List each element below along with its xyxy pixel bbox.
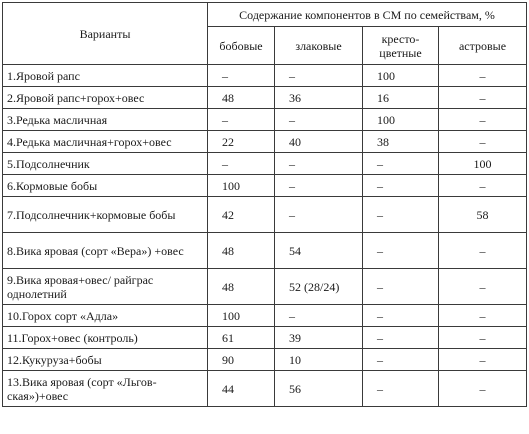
- cereals-value: –: [275, 153, 363, 175]
- legumes-value: 100: [208, 305, 275, 327]
- legumes-value: –: [208, 65, 275, 87]
- cereals-value: –: [275, 109, 363, 131]
- table-row: [3, 233, 527, 269]
- table-row: [3, 175, 527, 197]
- composition-group-header: Содержание компонентов в СМ по семействам, %: [208, 3, 527, 27]
- variant-name: 1.Яровой рапс: [3, 65, 208, 87]
- table-body: [3, 65, 527, 407]
- table-row: [3, 65, 527, 87]
- asteraceae-value: 58: [439, 197, 527, 233]
- variant-name: 8.Вика яровая (сорт «Вера») +овес: [3, 233, 208, 269]
- cereals-value: 54: [275, 233, 363, 269]
- cereals-value: –: [275, 305, 363, 327]
- table-row: [3, 153, 527, 175]
- legumes-value: 100: [208, 175, 275, 197]
- asteraceae-value: –: [439, 87, 527, 109]
- family-composition-table: [2, 2, 527, 407]
- table-row: [3, 305, 527, 327]
- cruciferous-value: –: [363, 305, 439, 327]
- asteraceae-value: –: [439, 233, 527, 269]
- legumes-value: –: [208, 109, 275, 131]
- table-row: [3, 371, 527, 407]
- asteraceae-value: –: [439, 305, 527, 327]
- cruciferous-value: 16: [363, 87, 439, 109]
- cruciferous-value: –: [363, 327, 439, 349]
- legumes-value: 48: [208, 233, 275, 269]
- cereals-value: 36: [275, 87, 363, 109]
- asteraceae-value: –: [439, 131, 527, 153]
- variant-name: 3.Редька масличная: [3, 109, 208, 131]
- cereals-value: –: [275, 65, 363, 87]
- cruciferous-value: –: [363, 349, 439, 371]
- variant-name: 7.Подсолнечник+кормовые бобы: [3, 197, 208, 233]
- asteraceae-value: 100: [439, 153, 527, 175]
- cereals-value: 10: [275, 349, 363, 371]
- asteraceae-value: –: [439, 109, 527, 131]
- legumes-value: 22: [208, 131, 275, 153]
- variant-name: 11.Горох+овес (контроль): [3, 327, 208, 349]
- cereals-header: злаковые: [275, 27, 363, 65]
- legumes-value: 42: [208, 197, 275, 233]
- asteraceae-value: –: [439, 327, 527, 349]
- table-row: [3, 269, 527, 305]
- variant-name: 9.Вика яровая+овес/ райграс однолетний: [3, 269, 208, 305]
- cruciferous-value: –: [363, 371, 439, 407]
- asteraceae-value: –: [439, 349, 527, 371]
- cruciferous-value: –: [363, 233, 439, 269]
- cereals-value: 56: [275, 371, 363, 407]
- legumes-value: 90: [208, 349, 275, 371]
- cereals-value: –: [275, 197, 363, 233]
- legumes-value: –: [208, 153, 275, 175]
- cruciferous-value: –: [363, 153, 439, 175]
- legumes-value: 61: [208, 327, 275, 349]
- table-row: [3, 109, 527, 131]
- asteraceae-value: –: [439, 269, 527, 305]
- table-row: [3, 131, 527, 153]
- variants-header: Варианты: [3, 3, 208, 65]
- cereals-value: 40: [275, 131, 363, 153]
- cruciferous-value: –: [363, 269, 439, 305]
- variant-name: 6.Кормовые бобы: [3, 175, 208, 197]
- asteraceae-value: –: [439, 371, 527, 407]
- cruciferous-value: –: [363, 197, 439, 233]
- variant-name: 2.Яровой рапс+горох+овес: [3, 87, 208, 109]
- cruciferous-value: 100: [363, 65, 439, 87]
- legumes-value: 48: [208, 269, 275, 305]
- asteraceae-header: астровые: [439, 27, 527, 65]
- cereals-value: 52 (28/24): [275, 269, 363, 305]
- asteraceae-value: –: [439, 65, 527, 87]
- asteraceae-value: –: [439, 175, 527, 197]
- variant-name: 12.Кукуруза+бобы: [3, 349, 208, 371]
- variant-name: 13.Вика яровая (сорт «Льгов-ская»)+овес: [3, 371, 208, 407]
- cereals-value: –: [275, 175, 363, 197]
- table-row: [3, 197, 527, 233]
- variant-name: 5.Подсолнечник: [3, 153, 208, 175]
- variant-name: 4.Редька масличная+горох+овес: [3, 131, 208, 153]
- legumes-value: 48: [208, 87, 275, 109]
- variant-name: 10.Горох сорт «Адла»: [3, 305, 208, 327]
- table-row: [3, 349, 527, 371]
- cruciferous-value: 100: [363, 109, 439, 131]
- table-row: [3, 327, 527, 349]
- cereals-value: 39: [275, 327, 363, 349]
- legumes-value: 44: [208, 371, 275, 407]
- table-row: [3, 87, 527, 109]
- cruciferous-value: –: [363, 175, 439, 197]
- legumes-header: бобовые: [208, 27, 275, 65]
- cruciferous-value: 38: [363, 131, 439, 153]
- cruciferous-header: кресто- цветные: [363, 27, 439, 65]
